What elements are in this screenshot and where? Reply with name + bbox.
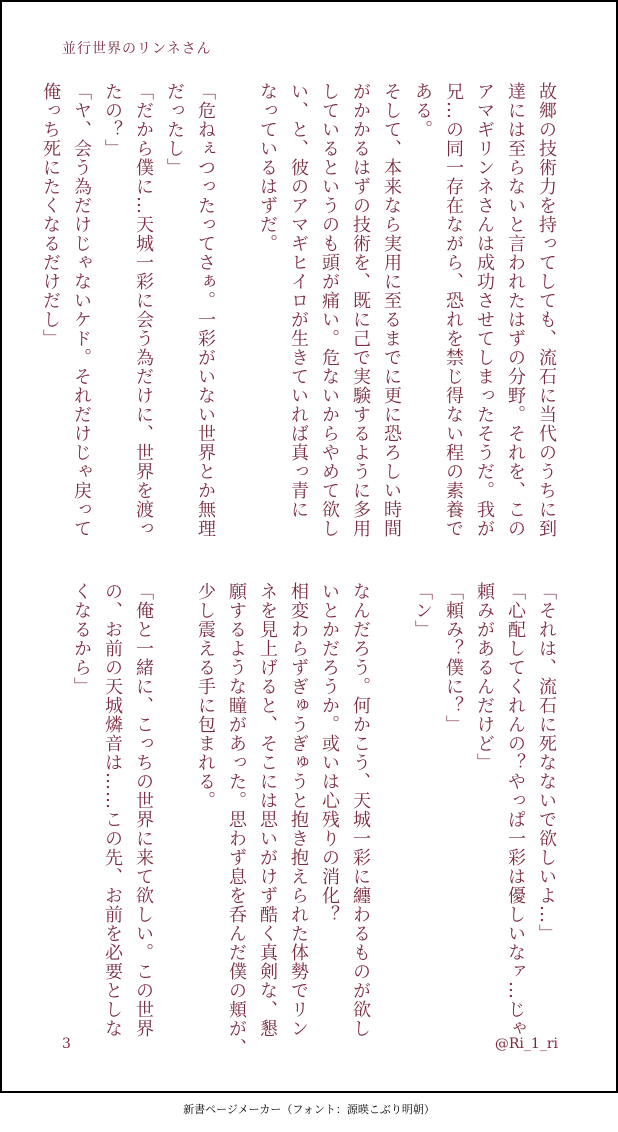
text-column: 頼みがあるんだけど」: [474, 582, 495, 772]
text-column: 俺っち死にたくなるだけだし」: [40, 82, 61, 348]
footer-credit: 新書ページメーカー（フォント：源暎こぶり明朝）: [183, 1103, 435, 1116]
text-column: [159, 582, 190, 1022]
page-title: 並行世界のリンネさん: [62, 41, 212, 57]
text-column: 兄…の同一存在ながら、恐れを禁じ得ない程の素養で: [443, 82, 464, 538]
text-column: 「心配してくれんの？やっぱ一彩は優しいなァ…じゃ: [505, 582, 526, 1038]
text-column: そして、本来なら実用に至るまでに更に恐ろしい時間: [381, 82, 402, 538]
text-column: の、お前の天城燐音は……この先、お前を必要としな: [102, 582, 123, 1038]
text-column: [221, 82, 252, 552]
page-number: 3: [62, 1036, 71, 1052]
text-column: アマギリンネさんは成功させてしまったそうだ。我が: [474, 82, 495, 538]
text-column: 「ヤ、会う為だけじゃないケド。それだけじゃ戻って: [71, 82, 92, 538]
text-column: 達には至らないと言われたはずの分野。それを、この: [505, 82, 526, 538]
text-column: 「危ねぇつったってさぁ。一彩がいない世界とか無理: [195, 82, 216, 538]
text-column: 「それは、流石に死なないで欲しいよ…」: [536, 582, 557, 943]
text-column: 少し震える手に包まれる。: [195, 582, 216, 810]
author-handle: @Ri_1_ri: [494, 1036, 558, 1052]
text-column: たの？」: [102, 82, 123, 158]
text-column: 相変わらずぎゅうぎゅうと抱き抱えられた体勢でリン: [288, 582, 309, 1038]
text-column: いとかだろうか。或いは心残りの消化？: [319, 582, 340, 924]
text-column: 「頼み？僕に？」: [443, 582, 464, 734]
text-column: ネを見上げると、そこには思いがけず酷く真剣な、懇: [257, 582, 278, 1038]
text-column: なっているはずだ。: [257, 82, 278, 253]
text-column: しているというのも頭が痛い。危ないからやめて欲し: [319, 82, 340, 538]
text-column: なんだろう。何かこう、天城一彩に纏わるものが欲し: [350, 582, 371, 1038]
text-column: 「だから僕に…天城一彩に会う為だけに、世界を渡っ: [133, 82, 154, 538]
text-column: [376, 582, 407, 1022]
text-column: 願するような瞳があった。思わず息を呑んだ僕の頬が、: [226, 582, 247, 1057]
text-column: だったし」: [164, 82, 185, 177]
text-column: がかかるはずの技術を、既に己で実験するように多用: [350, 82, 371, 538]
text-column: くなるから」: [71, 582, 92, 696]
text-column: 「俺と一緒に、こっちの世界に来て欲しい。この世界: [133, 582, 154, 1038]
text-column: 「ン」: [412, 582, 433, 639]
text-column: ある。: [412, 82, 433, 139]
text-column: い、と、彼のアマギヒイロが生きていれば真っ青に: [288, 82, 309, 519]
upper-text-block: [35, 82, 562, 552]
text-column: 故郷の技術力を持ってしても、流石に当代のうちに到: [536, 82, 557, 538]
